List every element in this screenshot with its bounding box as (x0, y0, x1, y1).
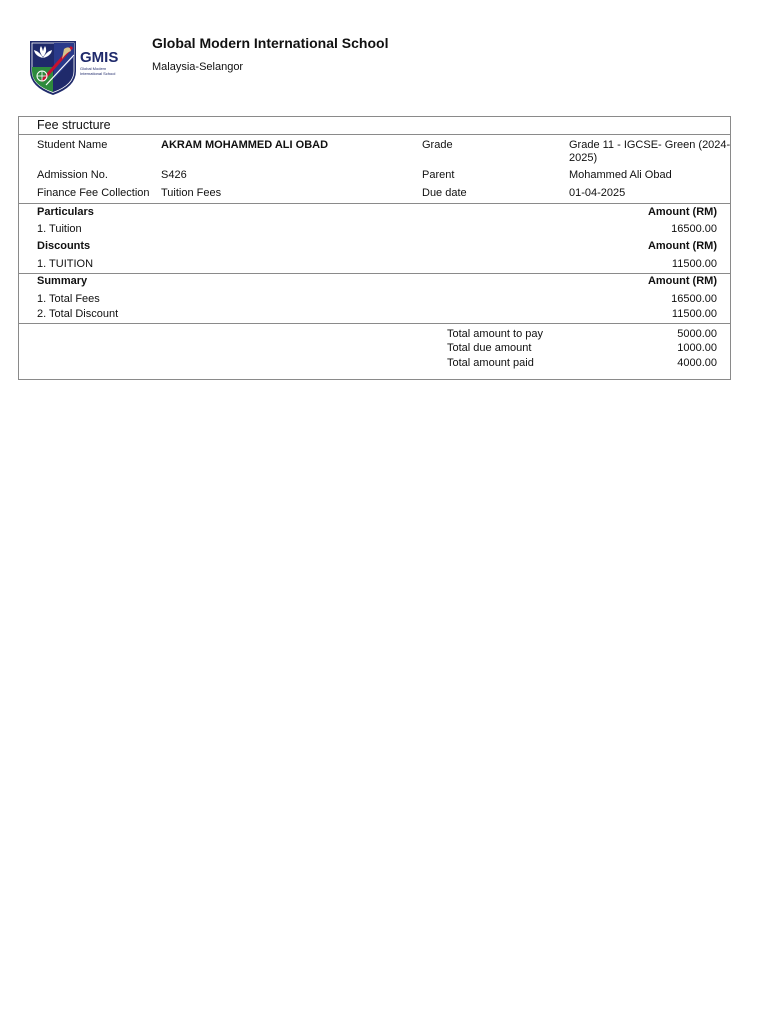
summary-item-amount: 11500.00 (671, 308, 717, 320)
logo-subtext-1: Global Modern (80, 66, 107, 71)
due-date: 01-04-2025 (569, 187, 626, 199)
total-due-amount: 1000.00 (677, 342, 717, 354)
parent-name: Mohammed Ali Obad (569, 169, 672, 181)
divider (19, 273, 730, 274)
due-date-label: Due date (422, 187, 467, 199)
logo-text: GMIS (80, 49, 119, 66)
particular-item-amount: 16500.00 (671, 223, 717, 235)
logo-subtext-2: International School (80, 71, 116, 76)
discount-item-label: 1. TUITION (37, 258, 94, 270)
summary-heading: Summary (37, 275, 88, 287)
discounts-amount-heading: Amount (RM) (647, 240, 717, 252)
summary-item-label: 2. Total Discount (37, 308, 119, 320)
finance-fee-collection-label: Finance Fee Collection (37, 187, 150, 199)
discount-item-amount: 11500.00 (671, 258, 717, 270)
divider (19, 323, 730, 324)
student-name-label: Student Name (37, 139, 108, 151)
total-amount-paid-label: Total amount paid (447, 357, 534, 369)
grade-label: Grade (422, 139, 453, 151)
school-location: Malaysia-Selangor (152, 61, 244, 73)
divider (19, 134, 730, 135)
summary-amount-heading: Amount (RM) (647, 275, 717, 287)
total-amount-to-pay: 5000.00 (677, 328, 717, 340)
grade-value-line2: 2025) (569, 152, 598, 164)
particulars-amount-heading: Amount (RM) (647, 206, 717, 218)
discounts-heading: Discounts (37, 240, 91, 252)
document-header (0, 0, 768, 110)
particular-item-label: 1. Tuition (37, 223, 82, 235)
total-amount-paid: 4000.00 (677, 357, 717, 369)
student-name: AKRAM MOHAMMED ALI OBAD (161, 139, 329, 151)
total-due-amount-label: Total due amount (447, 342, 532, 354)
school-name: Global Modern International School (152, 35, 389, 51)
fee-structure-title: Fee structure (37, 118, 111, 132)
particulars-heading: Particulars (37, 206, 94, 218)
parent-label: Parent (422, 169, 455, 181)
admission-no: S426 (161, 169, 187, 181)
divider (19, 203, 730, 204)
admission-no-label: Admission No. (37, 169, 108, 181)
summary-item-amount: 16500.00 (671, 293, 717, 305)
school-logo (28, 37, 126, 95)
total-amount-to-pay-label: Total amount to pay (447, 328, 544, 340)
summary-item-label: 1. Total Fees (37, 293, 100, 305)
grade-value-line1: Grade 11 - IGCSE- Green (2024- (569, 139, 731, 151)
finance-fee-collection: Tuition Fees (161, 187, 222, 199)
fee-structure-box (18, 116, 731, 380)
